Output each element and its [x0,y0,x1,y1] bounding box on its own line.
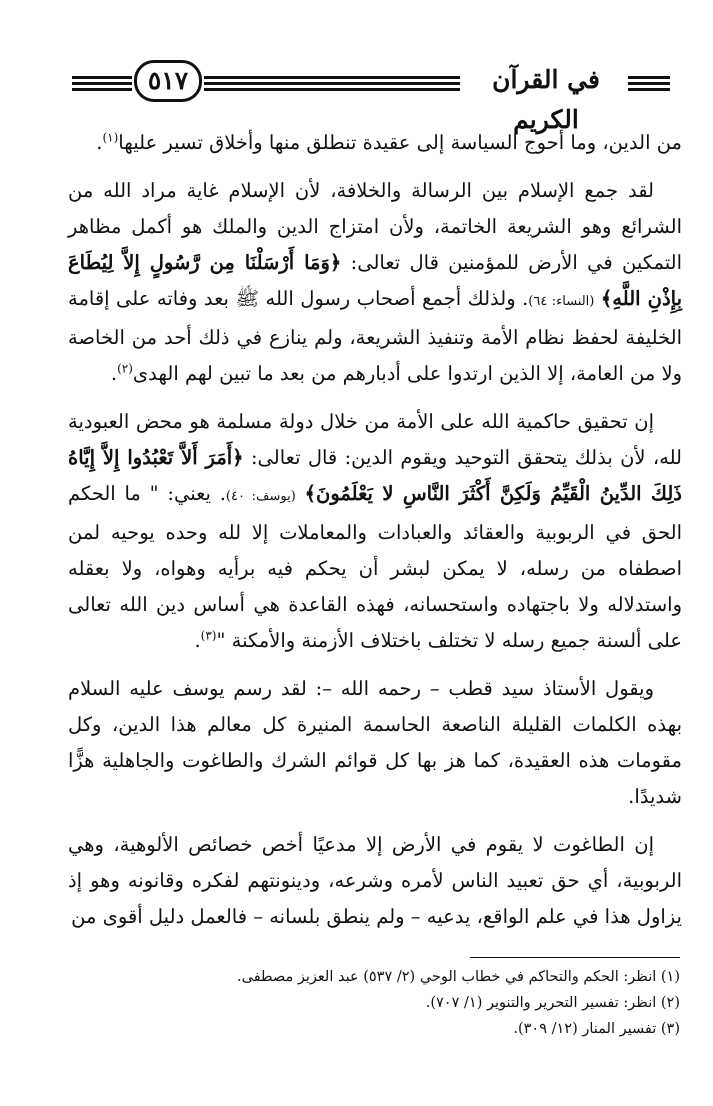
footnote-2: (٢) انظر: تفسير التحرير والتنوير (١/ ٧٠٧). [425,995,680,1011]
paragraph-2-text-b: . ولذلك أجمع أصحاب رسول الله ﷺ بعد وفاته على إقامة الخليفة لحفظ نظام الأمة وتنفيذ الشريعة، ولم ينازع في ذلك أحد من الخاصة ولا من العامة، إلا الذين ارتدوا على أدبارهم من بعد ما تبين لهم الهدى [68,287,682,385]
paragraph-3 [68,404,682,659]
paragraph-1-end: . [96,131,103,154]
header-rule-right [628,76,670,91]
footnote-separator [470,957,680,958]
paragraph-3-end: . [194,629,201,652]
footnote-1: (١) انظر: الحكم والتحاكم في خطاب الوحي (٢/ ٥٣٧) عبد العزيز مصطفى. [237,969,680,985]
footnotes [68,964,680,1042]
verse-source-1: (النساء: ٦٤) [528,294,595,309]
paragraph-3-text-b: . يعني: " ما الحكم الحق في الربوبية والعقائد والعبادات والمعاملات إلا لله وحده يوحيه لمن اصطفاه من رسله، لا يمكن لبشر أن يحكم فيه برأيه وهواه، ولا بعقله واستدلاله ولا باجتهاده واستحسانه، فهذه القاعدة هي أساس دين الله تعالى على ألسنة جميع رسله لا تختلف باختلاف الأزمنة والأمكنة " [68,482,682,652]
quran-verse-2: ﴿أَمَرَ أَلاَّ تَعْبُدُوا إِلاَّ إِيَّاهُ ذَلِكَ الدِّينُ الْقَيِّمُ وَلَكِنَّ أَكْثَرَ النَّاسِ لا يَعْلَمُونَ﴾ [68,446,682,505]
main-text [68,125,682,947]
paragraph-5: إن الطاغوت لا يقوم في الأرض إلا مدعيًا أخص خصائص الألوهية، وهي الربوبية، أي حق تعبيد الناس لأمره وشرعه، ودينونتهم لفكره وقانونه وهو إذ يزاول هذا في علم الواقع، يدعيه – ولم ينطق بلسانه – فالعمل دليل أقوى من [68,833,682,928]
paragraph-2 [68,173,682,392]
footnote-ref-2[interactable]: (٢) [117,361,133,376]
header-rule-left [72,76,132,91]
footnote-ref-1[interactable]: (١) [102,130,119,145]
header-rule-middle [204,76,460,91]
page-number: ٥١٧ [134,60,202,102]
paragraph-2-end: . [110,362,118,385]
paragraph-2-text-a: لقد جمع الإسلام بين الرسالة والخلافة، لأن الإسلام غاية مراد الله من الشرائع وهو الشريعة الخاتمة، ولأن امتزاج الدين والملك هو أكمل مظاهر التمكين في الأرض للمؤمنين قال تعالى: [68,179,682,274]
paragraph-3-text-a: إن تحقيق حاكمية الله على الأمة من خلال دولة مسلمة هو محض العبودية لله، لأن بذلك يتحقق التوحيد ويقوم الدين: قال تعالى: [68,410,683,469]
paragraph-4: ويقول الأستاذ سيد قطب – رحمه الله –: لقد رسم يوسف عليه السلام بهذه الكلمات القليلة الناصعة الحاسمة المنيرة كل معالم هذا الدين، وكل مقومات هذه العقيدة، كما هز بها كل قوائم الشرك والطاغوت والجاهلية هزًّا شديدًا. [68,677,682,808]
verse-source-2: (يوسف: ٤٠) [225,489,296,504]
footnote-ref-3[interactable]: (٣) [200,628,217,643]
quran-verse-1: ﴿وَمَا أَرْسَلْنَا مِن رَّسُولٍ إِلاَّ لِيُطَاعَ بِإِذْنِ اللَّهِ﴾ [68,251,682,310]
footnote-3: (٣) تفسير المنار (١٢/ ٣٠٩). [513,1021,680,1037]
paragraph-1-text: من الدين، وما أحوج السياسة إلى عقيدة تنطلق منها وأخلاق تسير عليها [118,131,682,154]
paragraph-1 [68,125,682,161]
running-title: في القرآن الكريم [492,65,600,134]
